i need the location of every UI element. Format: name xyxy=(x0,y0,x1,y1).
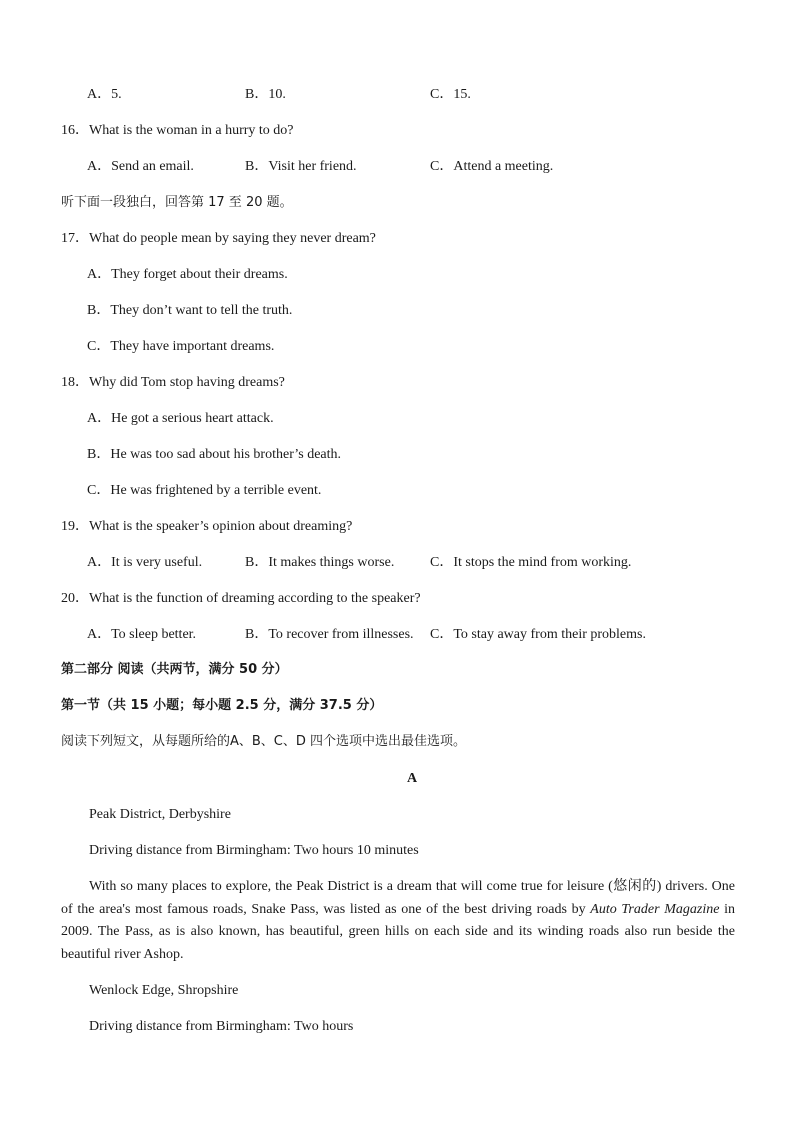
place2-distance: Driving distance from Birmingham: Two hours xyxy=(89,1019,354,1034)
monologue-instruction: 听下面一段独白，回答第 17 至 20 题。 xyxy=(61,195,293,210)
q17-option-a: A．They forget about their dreams. xyxy=(87,267,288,282)
place1-body-1: With so many places to explore, the Peak District is a dream that will come true for leisure (悠闲的) drivers. One of the area's most famous roads, Snake Pass, was listed as one of the best driving roads by xyxy=(61,879,735,917)
q18-option-a: A．He got a serious heart attack. xyxy=(87,411,274,426)
q20-question: 20．What is the function of dreaming according to the speaker? xyxy=(61,591,421,606)
q16-question: 16．What is the woman in a hurry to do? xyxy=(61,123,294,138)
q17-question: 17．What do people mean by saying they never dream? xyxy=(61,231,376,246)
q19-question: 19．What is the speaker’s opinion about dreaming? xyxy=(61,519,353,534)
q19-option-a: A．It is very useful. xyxy=(87,555,203,570)
place1-body-2: in 2009. The Pass, as is also known, has beautiful, green hills on each side and its winding roads also run beside the beautiful river Ashop. xyxy=(61,901,736,962)
place1-paragraph xyxy=(61,876,735,966)
place1-distance: Driving distance from Birmingham: Two hours 10 minutes xyxy=(89,843,419,858)
q18-option-b: B．He was too sad about his brother’s death. xyxy=(87,447,342,462)
q16-option-a: A．Send an email. xyxy=(87,159,194,174)
q16-option-c: C．Attend a meeting. xyxy=(430,159,554,174)
q20-option-b: B．To recover from illnesses. xyxy=(245,627,414,642)
q15-option-a: A．5. xyxy=(87,87,122,102)
q19-option-b: B．It makes things worse. xyxy=(245,555,395,570)
magazine-title: Auto Trader Magazine xyxy=(590,901,720,917)
section1-title: 第一节（共 15 小题；每小题 2.5 分，满分 37.5 分） xyxy=(61,698,383,713)
q20-option-a: A．To sleep better. xyxy=(87,627,197,642)
q18-option-c: C．He was frightened by a terrible event. xyxy=(87,483,322,498)
q16-option-b: B．Visit her friend. xyxy=(245,159,357,174)
q15-option-b: B．10. xyxy=(245,87,286,102)
place1-name: Peak District, Derbyshire xyxy=(89,807,231,822)
reading-instruction: 阅读下列短文，从每题所给的A、B、C、D 四个选项中选出最佳选项。 xyxy=(61,734,467,749)
q18-question: 18．Why did Tom stop having dreams? xyxy=(61,375,285,390)
q20-option-c: C．To stay away from their problems. xyxy=(430,627,646,642)
passage-label: A xyxy=(406,771,418,786)
q15-option-c: C．15. xyxy=(430,87,471,102)
part2-title: 第二部分 阅读（共两节，满分 50 分） xyxy=(61,662,288,677)
q17-option-c: C．They have important dreams. xyxy=(87,339,275,354)
q17-option-b: B．They don’t want to tell the truth. xyxy=(87,303,293,318)
place2-name: Wenlock Edge, Shropshire xyxy=(89,983,239,998)
q19-option-c: C．It stops the mind from working. xyxy=(430,555,632,570)
